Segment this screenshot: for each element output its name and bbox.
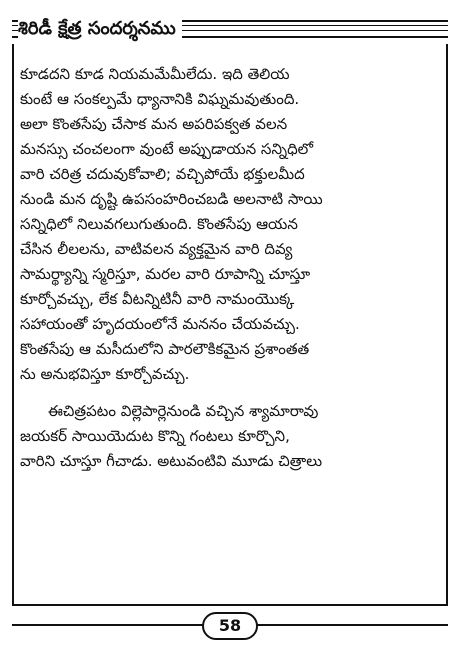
page-footer: [12, 612, 448, 640]
text-line: ను అనుభవిస్తూ కూర్చోవచ్చు.: [20, 365, 190, 383]
body-text: [20, 62, 440, 474]
text-line: సహాయంతో హృదయంలోనే మననం చేయవచ్చు.: [20, 315, 300, 333]
running-header: [12, 16, 448, 44]
header-title: శిరిడీ క్షేత్ర సందర్శనము: [18, 16, 182, 42]
text-line: మనస్సు చంచలంగా వుంటే అప్పుడాయన సన్నిధిలో: [20, 140, 314, 158]
text-line: వారి చరిత్ర చదువుకోవాలి; వచ్చిపోయే భక్తులమీద: [20, 165, 305, 183]
text-line: సామర్థ్యాన్ని స్మరిస్తూ, మరల వారి రూపాన్ని చూస్తూ: [20, 265, 311, 283]
text-line: చేసిన లీలలను, వాటివలన వ్యక్తమైన వారి దివ్య: [20, 240, 293, 258]
paragraph-2: [20, 399, 440, 474]
text-line: జయకర్ సాయియెదుట కొన్ని గంటలు కూర్చొని,: [20, 427, 290, 445]
paragraph-gap: [20, 387, 440, 399]
text-line: నుండి మన దృష్టి ఉపసంహరించబడి అలనాటి సాయి: [20, 190, 323, 208]
text-line: కూర్చోవచ్చు, లేక వీటన్నిటినీ వారి నామంయొక్క: [20, 290, 295, 308]
text-line: వారిని చూస్తూ గీచాడు. అటువంటివి మూడు చిత్రాలు: [20, 452, 323, 470]
paragraph-1: [20, 62, 440, 387]
page-number: 58: [202, 612, 258, 640]
text-line: కొంతసేపు ఆ మసీదులోని పారలౌకికమైన ప్రశాంతత: [20, 340, 310, 358]
text-line: కుంటే ఆ సంకల్పమే ధ్యానానికి విఘ్నమవుతుంది.: [20, 90, 300, 108]
text-line: అలా కొంతసేపు చేసాక మన అపరిపక్వత వలన: [20, 115, 288, 133]
text-line: సన్నిధిలో నిలువగలుగుతుంది. కొంతసేపు ఆయన: [20, 215, 298, 233]
text-line: ఈచిత్రపటం విల్లెపార్లెనుండి వచ్చిన శ్యామారావు: [48, 402, 319, 420]
text-line: కూడదని కూడ నియమమేమీలేదు. ఇది తెలియ: [20, 65, 290, 83]
